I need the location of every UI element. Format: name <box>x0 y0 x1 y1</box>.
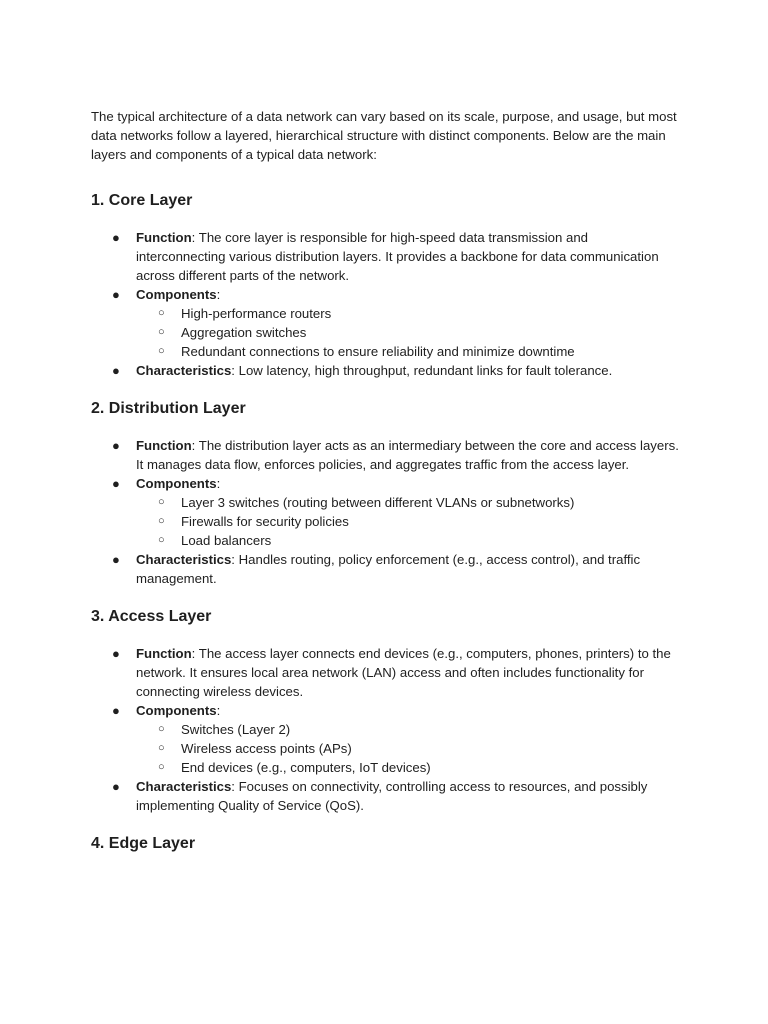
component-text: Layer 3 switches (routing between different VLANs or subnetworks) <box>181 495 575 510</box>
hollow-bullet-icon: ○ <box>158 723 165 735</box>
components-sublist <box>136 304 681 361</box>
section-access-layer <box>91 607 681 815</box>
component-text: End devices (e.g., computers, IoT devices) <box>181 760 431 775</box>
function-item <box>91 644 681 701</box>
section-core-layer <box>91 191 681 380</box>
component-item <box>136 342 681 361</box>
component-text: Load balancers <box>181 533 272 548</box>
component-item <box>136 758 681 777</box>
function-label: Function <box>136 646 192 661</box>
hollow-bullet-icon: ○ <box>158 307 165 319</box>
component-item <box>136 323 681 342</box>
bullet-list <box>91 436 681 588</box>
bullet-icon: ● <box>112 438 120 453</box>
characteristics-label: Characteristics <box>136 552 232 567</box>
function-item <box>91 228 681 285</box>
section-distribution-layer <box>91 399 681 588</box>
component-item <box>136 493 681 512</box>
characteristics-text: : Low latency, high throughput, redundant links for fault tolerance. <box>231 363 613 378</box>
hollow-bullet-icon: ○ <box>158 515 165 527</box>
function-label: Function <box>136 438 192 453</box>
bullet-icon: ● <box>112 646 120 661</box>
section-heading: 2. Distribution Layer <box>91 400 246 417</box>
function-label: Function <box>136 230 192 245</box>
characteristics-label: Characteristics <box>136 779 232 794</box>
bullet-icon: ● <box>112 287 120 302</box>
characteristics-text: : Focuses on connectivity, controlling access to resources, and possibly implementing Quality of Service (QoS). <box>136 779 648 813</box>
component-item <box>136 531 681 550</box>
document-page <box>91 107 681 854</box>
bullet-icon: ● <box>112 703 120 718</box>
components-colon: : <box>216 476 221 491</box>
hollow-bullet-icon: ○ <box>158 345 165 357</box>
bullet-list <box>91 228 681 380</box>
component-text: Redundant connections to ensure reliability and minimize downtime <box>181 344 575 359</box>
components-colon: : <box>216 703 221 718</box>
component-item <box>136 304 681 323</box>
characteristics-label: Characteristics <box>136 363 232 378</box>
hollow-bullet-icon: ○ <box>158 534 165 546</box>
hollow-bullet-icon: ○ <box>158 326 165 338</box>
components-sublist <box>136 720 681 777</box>
component-text: High-performance routers <box>181 306 332 321</box>
components-colon: : <box>216 287 221 302</box>
characteristics-item <box>91 550 681 588</box>
component-item <box>136 512 681 531</box>
components-label: Components <box>136 476 217 491</box>
component-text: Aggregation switches <box>181 325 307 340</box>
characteristics-item <box>91 777 681 815</box>
characteristics-text: : Handles routing, policy enforcement (e.g., access control), and traffic management. <box>136 552 641 586</box>
section-heading: 1. Core Layer <box>91 192 193 209</box>
section-heading-edge-layer: 4. Edge Layer <box>91 835 196 852</box>
bullet-icon: ● <box>112 363 120 378</box>
hollow-bullet-icon: ○ <box>158 742 165 754</box>
components-item <box>91 474 681 550</box>
components-item <box>91 285 681 361</box>
function-item <box>91 436 681 474</box>
bullet-list <box>91 644 681 815</box>
hollow-bullet-icon: ○ <box>158 496 165 508</box>
component-text: Switches (Layer 2) <box>181 722 291 737</box>
section-heading: 3. Access Layer <box>91 608 212 625</box>
bullet-icon: ● <box>112 552 120 567</box>
components-sublist <box>136 493 681 550</box>
function-text: : The core layer is responsible for high-speed data transmission and interconnecting various distribution layers. It provides a backbone for data communication across different parts of the network. <box>136 230 659 283</box>
component-text: Wireless access points (APs) <box>181 741 352 756</box>
bullet-icon: ● <box>112 230 120 245</box>
intro-paragraph: The typical architecture of a data network can vary based on its scale, purpose, and usage, but most data networks follow a layered, hierarchical structure with distinct components. Below are the main layers and components of a typical data network: <box>91 109 677 162</box>
characteristics-item <box>91 361 681 380</box>
components-label: Components <box>136 703 217 718</box>
components-item <box>91 701 681 777</box>
component-item <box>136 720 681 739</box>
function-text: : The distribution layer acts as an intermediary between the core and access layers. It manages data flow, enforces policies, and aggregates traffic from the access layer. <box>136 438 679 472</box>
components-label: Components <box>136 287 217 302</box>
component-item <box>136 739 681 758</box>
function-text: : The access layer connects end devices (e.g., computers, phones, printers) to the network. It ensures local area network (LAN) access and often includes functionality for connecting wireless devices. <box>136 646 671 699</box>
bullet-icon: ● <box>112 779 120 794</box>
bullet-icon: ● <box>112 476 120 491</box>
hollow-bullet-icon: ○ <box>158 761 165 773</box>
component-text: Firewalls for security policies <box>181 514 349 529</box>
